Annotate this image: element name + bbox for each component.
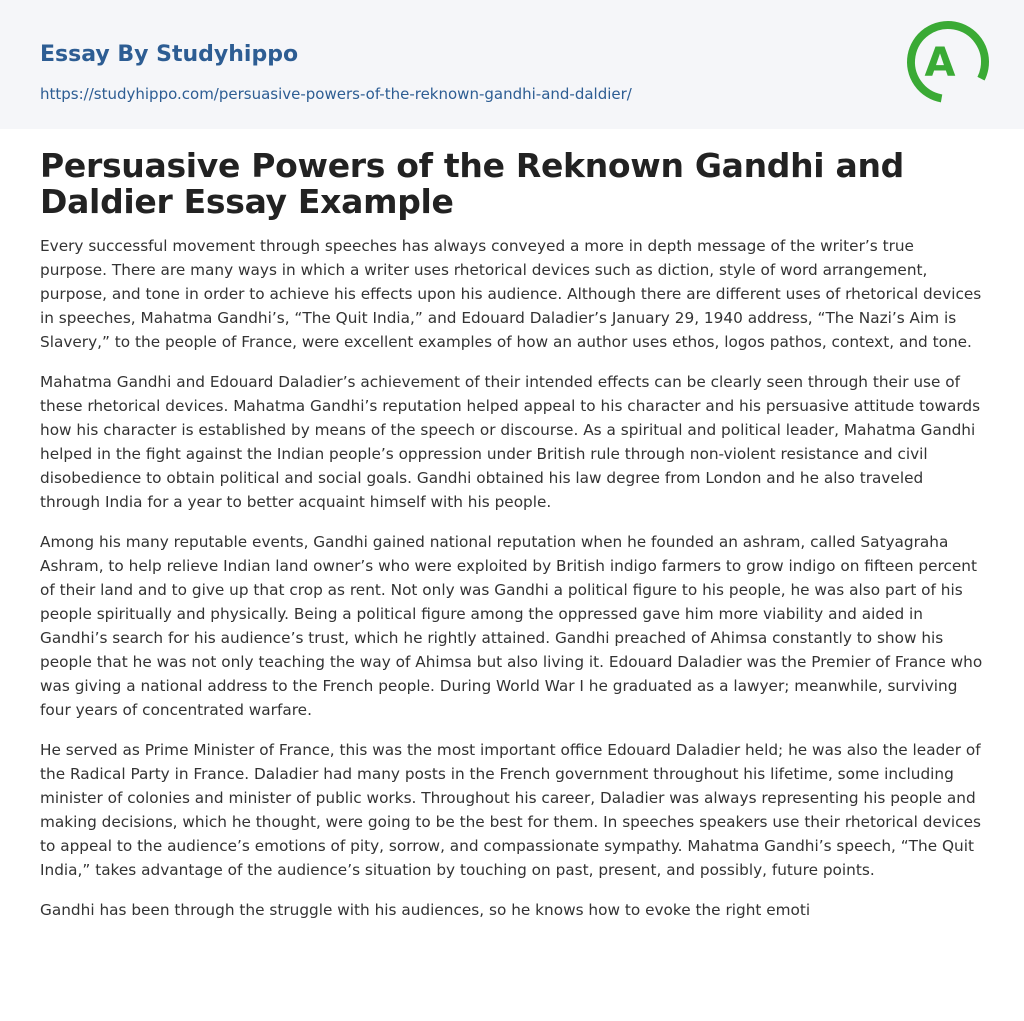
site-header bbox=[0, 0, 1024, 129]
essay-paragraph: Among his many reputable events, Gandhi gained national reputation when he founded an ashram, called Satyagraha Ashram, to help relieve Indian land owner’s who were exploited by British indigo farmers to grow indigo on fifteen percent of their land and to give up that crop as rent. Not only was Gandhi a political figure to his people, he was also part of his people spiritually and physically. Being a political figure among the oppressed gave him more viability and aided in Gandhi’s search for his audience’s trust, which he rightly attained. Gandhi preached of Ahimsa constantly to show his people that he was not only teaching the way of Ahimsa but also living it. Edouard Daladier was the Premier of France who was giving a national address to the French people. During World War I he graduated as a lawyer; meanwhile, surviving four years of concentrated warfare. bbox=[40, 533, 983, 719]
logo-letter: A bbox=[924, 40, 956, 86]
essay-paragraph: He served as Prime Minister of France, this was the most important office Edouard Daladier held; he was also the leader of the Radical Party in France. Daladier had many posts in the French government throughout his lifetime, some including minister of colonies and minister of public works. Throughout his career, Daladier was always representing his people and making decisions, which he thought, were going to be the best for them. In speeches speakers use their rhetorical devices to appeal to the audience’s emotions of pity, sorrow, and compassionate sympathy. Mahatma Gandhi’s speech, “The Quit India,” takes advantage of the audience’s situation by touching on past, present, and possibly, future points. bbox=[40, 741, 981, 879]
site-brand[interactable]: Essay By Studyhippo bbox=[40, 42, 299, 67]
studyhippo-logo-icon[interactable] bbox=[906, 16, 990, 108]
page-url-link[interactable]: https://studyhippo.com/persuasive-powers-of-the-reknown-gandhi-and-daldier/ bbox=[40, 85, 632, 103]
essay-paragraph: Gandhi has been through the struggle with his audiences, so he knows how to evoke the right emoti bbox=[40, 901, 811, 919]
essay-content bbox=[40, 148, 984, 938]
essay-paragraph: Every successful movement through speeches has always conveyed a more in depth message of the writer’s true purpose. There are many ways in which a writer uses rhetorical devices such as diction, style of word arrangement, purpose, and tone in order to achieve his effects upon his audience. Although there are different uses of rhetorical devices in speeches, Mahatma Gandhi’s, “The Quit India,” and Edouard Daladier’s January 29, 1940 address, “The Nazi’s Aim is Slavery,” to the people of France, were excellent examples of how an author uses ethos, logos pathos, context, and tone. bbox=[40, 237, 982, 351]
essay-paragraph: Mahatma Gandhi and Edouard Daladier’s achievement of their intended effects can be clearly seen through their use of these rhetorical devices. Mahatma Gandhi’s reputation helped appeal to his character and his persuasive attitude towards how his character is established by means of the speech or discourse. As a spiritual and political leader, Mahatma Gandhi helped in the fight against the Indian people’s oppression under British rule through non-violent resistance and civil disobedience to obtain political and social goals. Gandhi obtained his law degree from London and he also traveled through India for a year to better acquaint himself with his people. bbox=[40, 373, 981, 511]
essay-title: Persuasive Powers of the Reknown Gandhi and Daldier Essay Example bbox=[40, 146, 904, 221]
